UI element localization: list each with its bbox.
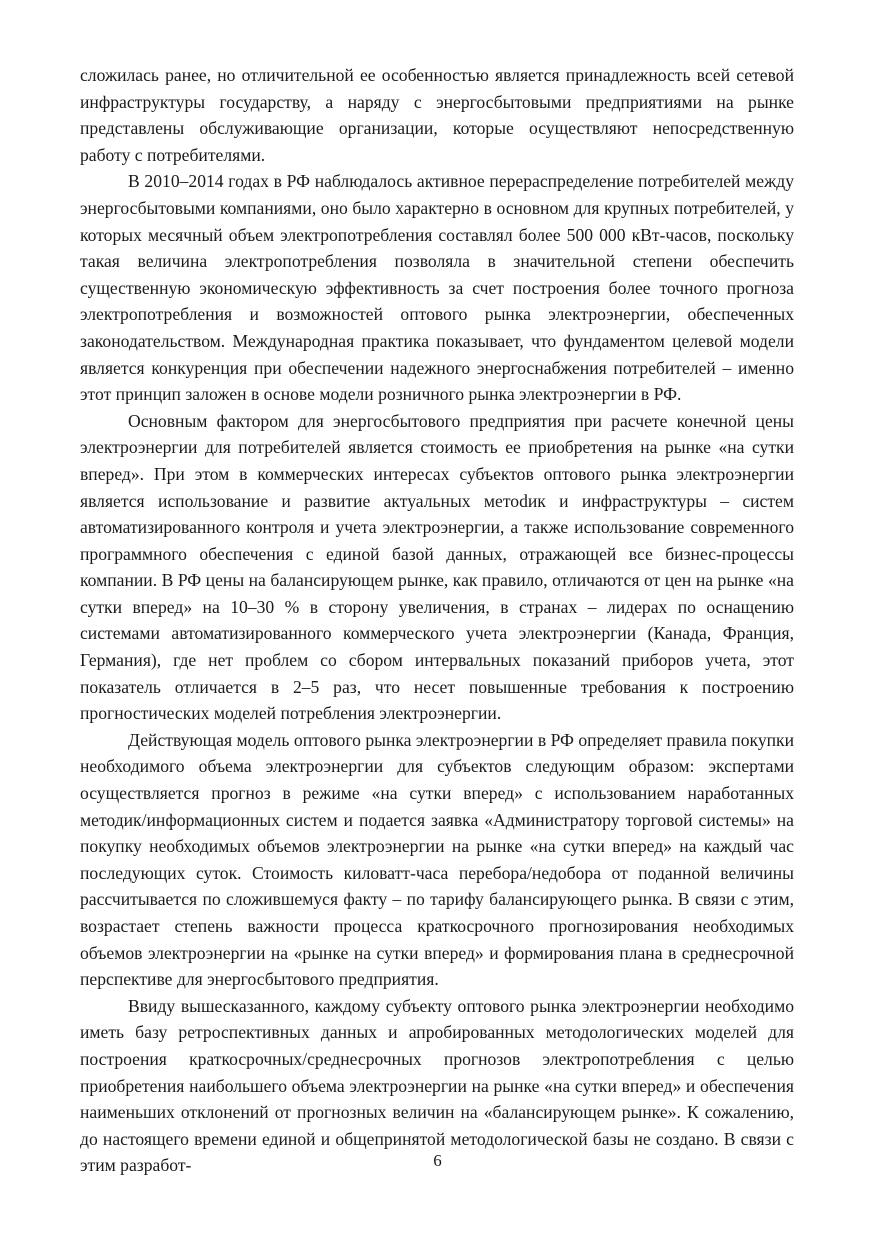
paragraph-day-ahead-pricing: Основным фактором для энергосбытового предприятия при расчете конечной цены электроэнергии для потребителей является стоимость ее приобретения на рынке «на сутки вперед». При этом в коммерческих интересах субъектов оптового рынка электроэнергии является использование и развитие актуальных метоdик и инфраструктуры – систем автоматизированного контроля и учета электроэнергии, а также использование современного программного обеспечения с единой базой данных, отражающей все бизнес-процессы компании. В РФ цены на балансирующем рынке, как правило, отличаются от цен на рынке «на сутки вперед» на 10–30 % в сторону увеличения, в странах – лидерах по оснащению системами автоматизированного коммерческого учета электроэнергии (Канада, Франция, Германия), где нет проблем со сбором интервальных показаний приборов учета, этот показатель отличается в 2–5 раз, что несет повышенные требования к построению прогностических моделей потребления электроэнергии. bbox=[80, 410, 794, 724]
body-text bbox=[80, 62, 794, 1179]
paragraph-continuation: сложилась ранее, но отличительной ее особенностью является принадлежность всей сетевой инфраструктуры государству, а наряду с энергосбытовыми предприятиями на рынке представлены обслуживающие организации, которые осуществляют непосредственную работу с потребителями. bbox=[80, 65, 794, 165]
page-number: 6 bbox=[433, 1151, 442, 1170]
paragraph-consumer-redistribution: В 2010–2014 годах в РФ наблюдалось активное перераспределение потребителей между энергосбытовыми компаниями, оно было характерно в основном для крупных потребителей, у которых месячный объем электропотребления составлял более 500 000 кВт-часов, поскольку такая величина электропотребления позволяла в значительной степени обеспечить существенную экономическую эффективность за счет построения более точного прогноза электропотребления и возможностей оптового рынка электроэнергии, обеспеченных законодательством. Международная практика показывает, что фундаментом целевой модели является конкуренция при обеспечении надежного энергоснабжения потребителей – именно этот принцип заложен в основе модели розничного рынка электроэнергии в РФ. bbox=[80, 171, 794, 405]
paragraph-wholesale-model: Действующая модель оптового рынка электроэнергии в РФ определяет правила покупки необходимого объема электроэнергии для субъектов следующим образом: экспертами осуществляется прогноз в режиме «на сутки вперед» с использованием наработанных методик/информационных систем и подается заявка «Администратору торговой системы» на покупку необходимых объемов электроэнергии на рынке «на сутки вперед» на каждый час последующих суток. Стоимость киловатт-часа перебора/недобора от поданной величины рассчитывается по сложившемуся факту – по тарифу балансирующего рынка. В связи с этим, возрастает степень важности процесса краткосрочного прогнозирования необходимых объемов электроэнергии на «рынке на сутки вперед» и формирования плана в среднесрочной перспективе для энергосбытового предприятия. bbox=[80, 729, 794, 990]
paragraph-forecasting-need: Ввиду вышесказанного, каждому субъекту оптового рынка электроэнергии необходимо иметь базу ретроспективных данных и апробированных методологических моделей для построения краткосрочных/среднесрочных прогнозов электропотребления с целью приобретения наибольшего объема электроэнергии на рынке «на сутки вперед» и обеспечения наименьших отклонений от прогнозных величин на «балансирующем рынке». К сожалению, до настоящего времени единой и общепринятой методологической базы не создано. В связи с этим разработ- bbox=[80, 995, 794, 1176]
